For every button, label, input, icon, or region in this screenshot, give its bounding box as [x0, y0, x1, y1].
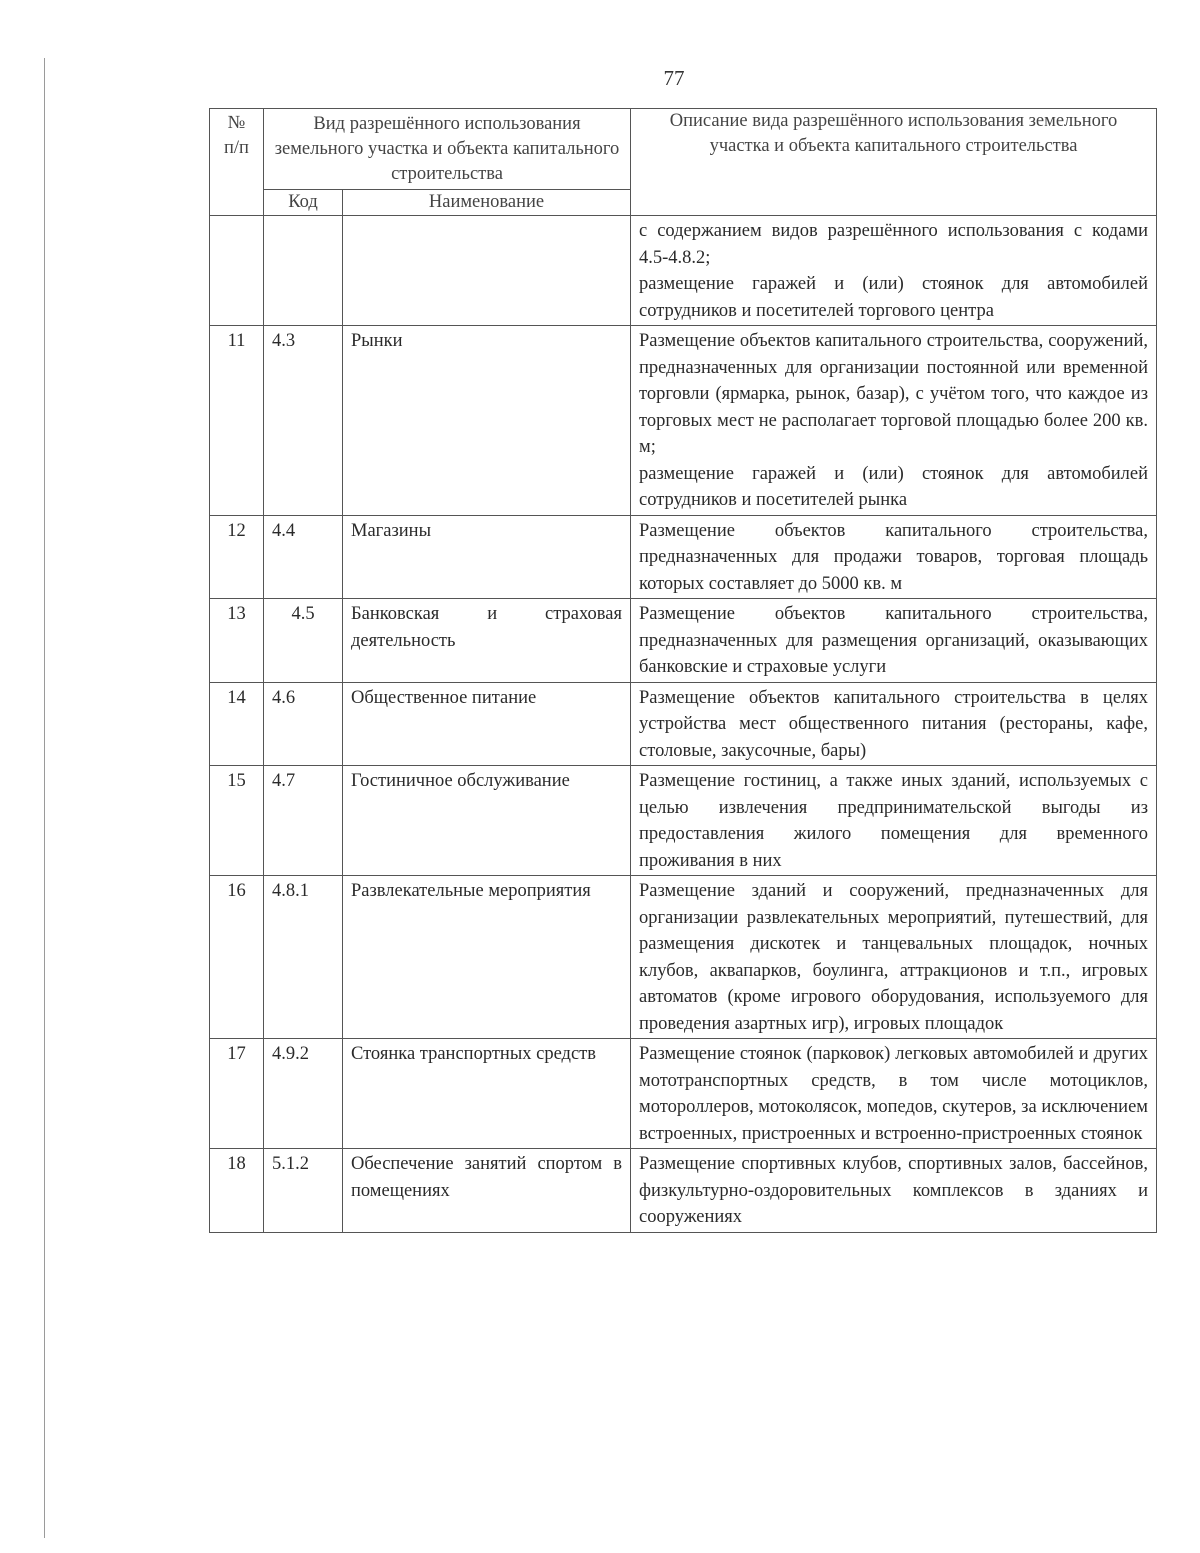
row-code: 5.1.2 [264, 1149, 343, 1233]
row-code: 4.7 [264, 766, 343, 876]
description-paragraph: размещение гаражей и (или) стоянок для автомобилей сотрудников и посетителей рынка [639, 463, 1149, 510]
description-paragraph: Размещение объектов капитального строительства, предназначенных для размещения организаций, оказывающих банковские и страховые услуги [639, 604, 1149, 677]
row-name: Развлекательные мероприятия [343, 876, 631, 1039]
row-name [343, 216, 631, 326]
row-number: 18 [210, 1149, 264, 1233]
description-paragraph: Размещение объектов капитального строительства, сооружений, предназначенных для организации постоянной или временной торговли (ярмарка, рынок, базар), с учётом того, что каждое из торговых мест не располагает торговой площадью более 200 кв. м; [639, 331, 1149, 457]
header-code: Код [264, 190, 343, 216]
row-description [631, 682, 1157, 766]
table-row [210, 1039, 1157, 1149]
binding-margin-line [44, 58, 45, 1538]
row-code [264, 216, 343, 326]
row-code: 4.6 [264, 682, 343, 766]
row-name: Гостиничное обслуживание [343, 766, 631, 876]
header-group: Вид разрешённого использования земельного участка и объекта капитального строительства [264, 109, 631, 190]
row-number: 15 [210, 766, 264, 876]
row-number: 17 [210, 1039, 264, 1149]
table-header [210, 109, 1157, 216]
header-name: Наименование [343, 190, 631, 216]
description-paragraph: с содержанием видов разрешённого использования с кодами 4.5-4.8.2; [639, 221, 1149, 268]
row-code: 4.4 [264, 515, 343, 599]
row-code: 4.3 [264, 326, 343, 516]
description-paragraph: Размещение объектов капитального строительства в целях устройства мест общественного питания (рестораны, кафе, столовые, закусочные, бары) [639, 687, 1149, 761]
row-name: Банковская и страховая деятельность [343, 599, 631, 683]
row-number: 13 [210, 599, 264, 683]
table-body [210, 216, 1157, 1233]
row-number: 14 [210, 682, 264, 766]
table-row [210, 515, 1157, 599]
row-code: 4.9.2 [264, 1039, 343, 1149]
table-row [210, 766, 1157, 876]
row-name: Общественное питание [343, 682, 631, 766]
row-name: Обеспечение занятий спортом в помещениях [343, 1149, 631, 1233]
table-row [210, 682, 1157, 766]
row-description [631, 1039, 1157, 1149]
row-description [631, 876, 1157, 1039]
description-paragraph: размещение гаражей и (или) стоянок для автомобилей сотрудников и посетителей торгового центра [639, 274, 1149, 321]
description-paragraph: Размещение стоянок (парковок) легковых автомобилей и других мототранспортных средств, в том числе мотоциклов, мотороллеров, мотоколясок, мопедов, скутеров, за исключением встроенных, пристроенных и встроенно-пристроенных стоянок [639, 1044, 1149, 1144]
table-row [210, 216, 1157, 326]
description-paragraph: Размещение гостиниц, а также иных зданий, используемых с целью извлечения предпринимательской выгоды из предоставления жилого помещения для временного проживания в них [639, 771, 1149, 871]
row-name: Стоянка транспортных средств [343, 1039, 631, 1149]
row-description [631, 766, 1157, 876]
table-row [210, 876, 1157, 1039]
row-number: 12 [210, 515, 264, 599]
row-code: 4.5 [264, 599, 343, 683]
land-use-table [209, 108, 1157, 1233]
row-description [631, 326, 1157, 516]
row-number: 16 [210, 876, 264, 1039]
row-number [210, 216, 264, 326]
page-number: 77 [663, 66, 685, 90]
row-name: Магазины [343, 515, 631, 599]
row-number: 11 [210, 326, 264, 516]
description-paragraph: Размещение объектов капитального строительства, предназначенных для продажи товаров, торговая площадь которых составляет до 5000 кв. м [639, 520, 1149, 594]
row-description [631, 515, 1157, 599]
row-description [631, 216, 1157, 326]
table-row [210, 599, 1157, 683]
row-code: 4.8.1 [264, 876, 343, 1039]
header-description: Описание вида разрешённого использования земельного участка и объекта капитального строительства [631, 109, 1157, 216]
description-paragraph: Размещение спортивных клубов, спортивных залов, бассейнов, физкультурно-оздоровительных комплексов в зданиях и сооружениях [639, 1154, 1149, 1227]
row-name: Рынки [343, 326, 631, 516]
description-paragraph: Размещение зданий и сооружений, предназначенных для организации развлекательных мероприятий, путешествий, для размещения дискотек и танцевальных площадок, ночных клубов, аквапарков, боулинга, аттракционов и т.п., игровых автоматов (кроме игрового оборудования, используемого для проведения азартных игр), игровых площадок [639, 881, 1149, 1034]
table-row [210, 1149, 1157, 1233]
table-row [210, 326, 1157, 516]
row-description [631, 599, 1157, 683]
row-description [631, 1149, 1157, 1233]
header-num: № п/п [210, 109, 264, 216]
